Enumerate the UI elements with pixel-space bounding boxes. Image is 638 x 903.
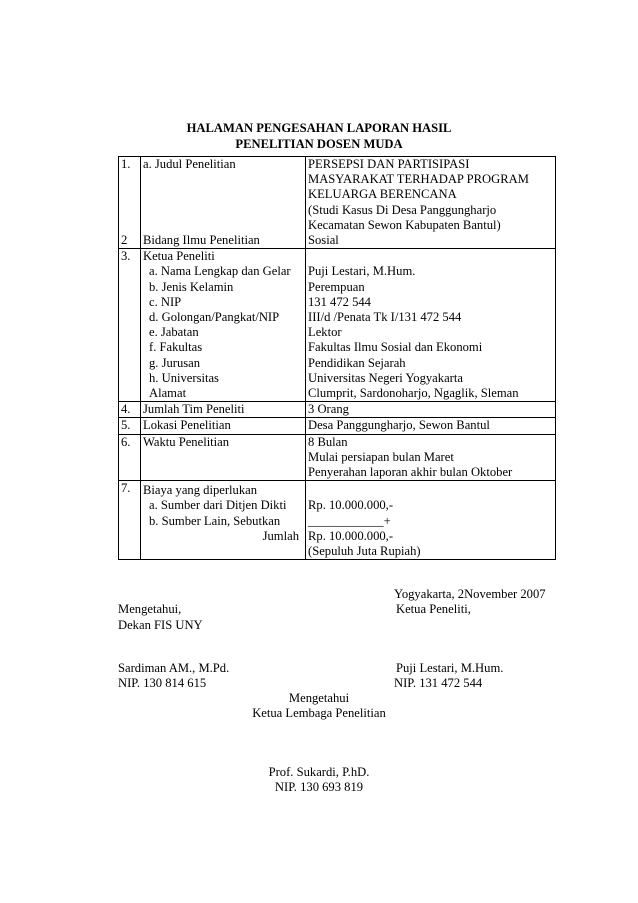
table-row bbox=[119, 418, 556, 434]
left-signer-nip: NIP. 130 814 615 bbox=[118, 676, 207, 690]
row-number: 7. bbox=[121, 481, 131, 496]
field-label: Waktu Penelitian bbox=[143, 434, 230, 449]
field-label: c. NIP bbox=[149, 294, 182, 309]
center-signer-nip: NIP. 130 693 819 bbox=[274, 780, 364, 794]
label-cell bbox=[141, 481, 306, 560]
field-value: Mulai persiapan bulan Maret bbox=[308, 449, 454, 464]
right-signer-name: Puji Lestari, M.Hum. bbox=[396, 661, 504, 675]
row-number: 2 bbox=[121, 232, 128, 247]
field-value: Puji Lestari, M.Hum. bbox=[308, 264, 416, 279]
approval-table bbox=[118, 156, 556, 560]
table-row bbox=[119, 157, 556, 249]
value-cell bbox=[306, 434, 556, 481]
row-number: 1. bbox=[121, 157, 131, 171]
field-label: a. Judul Penelitian bbox=[143, 157, 236, 171]
field-value: Clumprit, Sardonoharjo, Ngaglik, Sleman bbox=[308, 386, 519, 401]
field-label: f. Fakultas bbox=[149, 340, 203, 355]
left-signer-name: Sardiman AM., M.Pd. bbox=[118, 661, 230, 675]
research-title-line: (Studi Kasus Di Desa Panggungharjo bbox=[308, 202, 497, 217]
field-value: Pendidikan Sejarah bbox=[308, 355, 406, 370]
table-row bbox=[119, 402, 556, 418]
field-value: 131 472 544 bbox=[308, 294, 371, 309]
title-line-2: PENELITIAN DOSEN MUDA bbox=[235, 137, 403, 151]
field-value: III/d /Penata Tk I/131 472 544 bbox=[308, 310, 462, 325]
value-cell bbox=[306, 157, 556, 249]
field-value: ____________+ bbox=[308, 513, 391, 528]
field-label: Biaya yang diperlukan bbox=[143, 483, 258, 498]
field-label: b. Jenis Kelamin bbox=[149, 279, 234, 294]
right-signer-nip: NIP. 131 472 544 bbox=[394, 676, 483, 690]
field-label: a. Sumber dari Ditjen Dikti bbox=[149, 498, 287, 513]
field-label: Lokasi Penelitian bbox=[141, 418, 306, 434]
field-label: e. Jabatan bbox=[149, 325, 199, 340]
label-cell bbox=[141, 157, 306, 249]
row-number-cell bbox=[119, 481, 141, 560]
center-role-2: Ketua Lembaga Penelitian bbox=[252, 706, 386, 720]
value-cell bbox=[306, 249, 556, 402]
table-row bbox=[119, 481, 556, 560]
place-date: Yogyakarta, 2November 2007 bbox=[394, 587, 546, 601]
label-cell bbox=[141, 434, 306, 481]
field-label: Ketua Peneliti bbox=[143, 249, 215, 264]
field-label: Alamat bbox=[149, 386, 187, 401]
total-value: Rp. 10.000.000,- bbox=[308, 528, 394, 543]
table-row bbox=[119, 249, 556, 402]
field-value: Desa Panggungharjo, Sewon Bantul bbox=[306, 418, 556, 434]
total-label: Jumlah bbox=[262, 528, 299, 543]
label-cell bbox=[141, 249, 306, 402]
field-label: h. Universitas bbox=[149, 370, 219, 385]
center-signer-name: Prof. Sukardi, P.hD. bbox=[268, 765, 370, 779]
row-number: 6. bbox=[121, 434, 131, 449]
center-role-1: Mengetahui bbox=[288, 691, 350, 705]
research-title-line: KELUARGA BERENCANA bbox=[308, 187, 457, 202]
page-title bbox=[0, 120, 638, 152]
field-value: Rp. 10.000.000,- bbox=[308, 498, 394, 513]
row-number-cell bbox=[119, 157, 141, 249]
row-number-cell bbox=[119, 249, 141, 402]
field-value: 8 Bulan bbox=[308, 434, 348, 449]
research-title-line: PERSEPSI DAN PARTISIPASI bbox=[308, 157, 470, 171]
row-number: 5. bbox=[119, 418, 141, 434]
field-value: Sosial bbox=[308, 233, 339, 248]
field-label: a. Nama Lengkap dan Gelar bbox=[149, 264, 291, 279]
table-row bbox=[119, 434, 556, 481]
title-line-1: HALAMAN PENGESAHAN LAPORAN HASIL bbox=[186, 121, 452, 135]
row-number-cell bbox=[119, 434, 141, 481]
row-number: 4. bbox=[119, 402, 141, 418]
amount-in-words: (Sepuluh Juta Rupiah) bbox=[308, 544, 421, 559]
value-cell bbox=[306, 481, 556, 560]
field-value: Penyerahan laporan akhir bulan Oktober bbox=[308, 465, 513, 480]
field-value: 3 Orang bbox=[306, 402, 556, 418]
left-role-2: Dekan FIS UNY bbox=[118, 618, 203, 632]
field-label: d. Golongan/Pangkat/NIP bbox=[149, 310, 280, 325]
research-title-line: Kecamatan Sewon Kabupaten Bantul) bbox=[308, 217, 501, 232]
field-label: Jumlah Tim Peneliti bbox=[141, 402, 306, 418]
left-role-1: Mengetahui, bbox=[118, 602, 182, 616]
row-number: 3. bbox=[121, 249, 131, 264]
field-value: Perempuan bbox=[308, 279, 365, 294]
field-value: Fakultas Ilmu Sosial dan Ekonomi bbox=[308, 340, 483, 355]
right-role: Ketua Peneliti, bbox=[396, 602, 471, 616]
field-label: b. Sumber Lain, Sebutkan bbox=[149, 513, 281, 528]
research-title-line: MASYARAKAT TERHADAP PROGRAM bbox=[308, 172, 529, 187]
field-value: Universitas Negeri Yogyakarta bbox=[308, 370, 463, 385]
field-value: Lektor bbox=[308, 325, 342, 340]
field-label: g. Jurusan bbox=[149, 355, 201, 370]
field-label: Bidang Ilmu Penelitian bbox=[143, 232, 260, 247]
